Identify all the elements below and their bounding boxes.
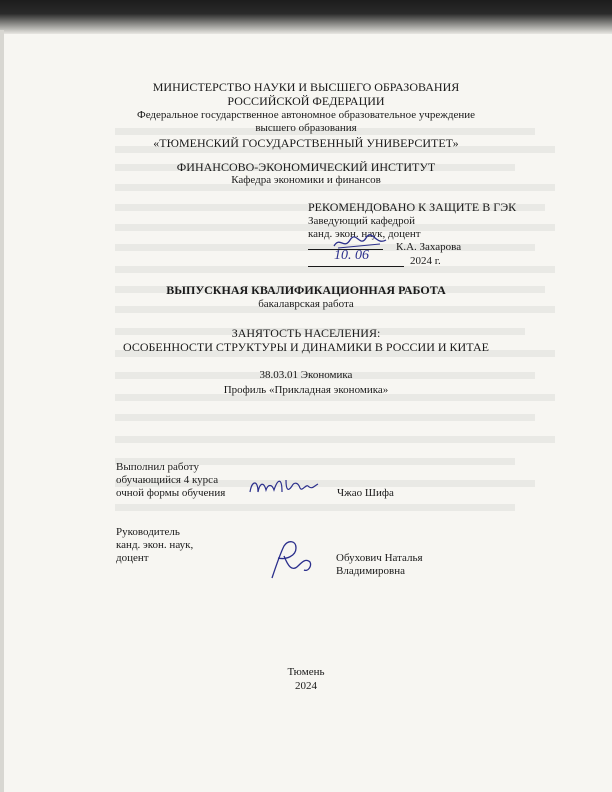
thesis-specialty: 38.03.01 Экономика	[259, 369, 353, 381]
author-label-1: Выполнил работу	[116, 461, 199, 473]
author-label-2: обучающийся 4 курса	[116, 474, 219, 486]
head-signature-image	[330, 232, 390, 254]
approval-year: 2024 г.	[410, 255, 441, 267]
department-name: Кафедра экономики и финансов	[231, 174, 381, 186]
institution-type-line-1: Федеральное государственное автономное образовательное учреждение	[137, 109, 475, 121]
ministry-line-1: МИНИСТЕРСТВО НАУКИ И ВЫСШЕГО ОБРАЗОВАНИЯ	[152, 80, 460, 94]
institution-type-line-2: высшего образования	[255, 122, 357, 134]
university-name: «ТЮМЕНСКИЙ ГОСУДАРСТВЕННЫЙ УНИВЕРСИТЕТ»	[153, 136, 459, 150]
supervisor-name-line-2: Владимировна	[336, 565, 406, 577]
approval-degree: канд. экон. наук, доцент	[308, 228, 421, 240]
thesis-profile: Профиль «Прикладная экономика»	[223, 384, 389, 396]
supervisor-label-1: Руководитель	[116, 526, 180, 538]
approval-position: Заведующий кафедрой	[308, 215, 415, 227]
supervisor-name-line-1: Обухович Наталья	[336, 552, 423, 564]
ministry-line-2: РОССИЙСКОЙ ФЕДЕРАЦИИ	[227, 94, 385, 108]
author-signature-image	[244, 474, 324, 502]
scan-top-shadow	[0, 0, 612, 34]
handwritten-date: 10. 06	[334, 248, 369, 263]
author-name: Чжао Шифа	[337, 487, 394, 499]
footer-year: 2024	[295, 680, 317, 692]
approval-head-name: К.А. Захарова	[396, 241, 462, 253]
thesis-title-line-2: ОСОБЕННОСТИ СТРУКТУРЫ И ДИНАМИКИ В РОССИИ И КИТАЕ	[123, 340, 489, 354]
thesis-subtype: бакалаврская работа	[258, 298, 354, 310]
footer-city: Тюмень	[287, 666, 325, 678]
institute-name: ФИНАНСОВО-ЭКОНОМИЧЕСКИЙ ИНСТИТУТ	[176, 160, 436, 174]
supervisor-label-3: доцент	[116, 552, 149, 564]
supervisor-signature-image	[262, 536, 318, 586]
supervisor-label-2: канд. экон. наук,	[116, 539, 194, 551]
thesis-type: ВЫПУСКНАЯ КВАЛИФИКАЦИОННАЯ РАБОТА	[166, 283, 446, 297]
thesis-title-line-1: ЗАНЯТОСТЬ НАСЕЛЕНИЯ:	[231, 326, 381, 340]
author-label-3: очной формы обучения	[116, 487, 226, 499]
approval-title: РЕКОМЕНДОВАНО К ЗАЩИТЕ В ГЭК	[308, 200, 517, 214]
